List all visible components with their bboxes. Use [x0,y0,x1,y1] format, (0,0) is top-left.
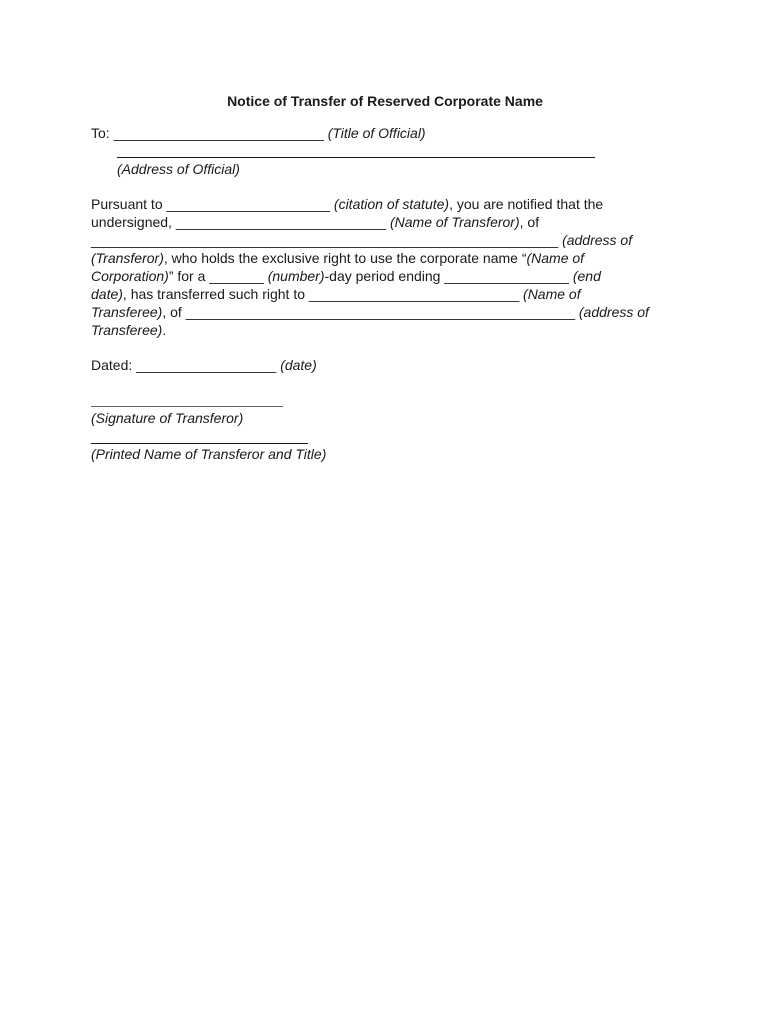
transferor-address-blank: ____________________________________________________________ [91,232,559,248]
to-blank: ___________________________ [113,125,324,141]
dated-label: Dated: [91,357,133,373]
corporation-name-hint: (Name of [526,250,585,266]
p1-l4-a: (Transferor) [91,250,164,266]
transferee-name-blank: ___________________________ [308,286,520,302]
end-date-hint: (end [572,268,601,284]
p1-l1-a: Pursuant to [91,196,163,212]
paragraph-line-1 [91,195,603,213]
end-date-blank: ________________ [444,268,569,284]
p1-l2-b: , of [519,214,540,230]
paragraph-line-6 [91,285,581,303]
p1-l6-a: date) [91,286,123,302]
transferor-address-hint: (address of [562,232,633,248]
signature-hint: (Signature of Transferor) [91,410,244,426]
paragraph-line-2 [91,213,539,231]
p1-l7-b: , of [162,304,182,320]
p1-l5-a: Corporation) [91,268,169,284]
p1-l5-b: ” for a [168,268,206,284]
paragraph-line-7 [91,303,649,321]
signature-line [91,409,243,427]
transferee-name-hint: (Name of [523,286,581,302]
transferee-address-hint: (address of [578,304,649,320]
p1-l8-a: Transferee) [91,322,163,338]
printed-name-line [91,445,326,463]
number-blank: _______ [209,268,264,284]
address-of-official-line [117,160,240,178]
printed-name-rule [91,443,308,444]
p1-l7-a: Transferee) [91,304,163,320]
statute-blank: _____________________ [166,196,331,212]
p1-l5-c: -day period ending [324,268,441,284]
citation-hint: (citation of statute) [333,196,450,212]
p1-l2-a: undersigned, [91,214,172,230]
p1-l4-b: , who holds the exclusive right to use the corporate name “ [163,250,527,266]
document-title: Notice of Transfer of Reserved Corporate Name [227,93,543,109]
printed-name-hint: (Printed Name of Transferor and Title) [91,446,327,462]
transferee-address-blank: __________________________________________________ [185,304,575,320]
to-label: To: [91,125,110,141]
transferor-name-hint: (Name of Transferor) [389,214,520,230]
paragraph-line-4 [91,249,584,267]
dated-line [91,356,317,374]
address-of-official-rule [117,157,595,158]
title-of-official-hint: (Title of Official) [327,125,426,141]
to-line [91,124,426,142]
date-blank: __________________ [136,357,277,373]
paragraph-line-3 [91,231,632,249]
p1-l1-b: , you are notified that the [449,196,604,212]
p1-l6-b: , has transferred such right to [122,286,306,302]
date-hint: (date) [280,357,317,373]
number-hint: (number) [267,268,325,284]
address-of-official-hint: (Address of Official) [117,161,240,177]
paragraph-line-8 [91,321,166,339]
paragraph-line-5 [91,267,601,285]
p1-l8-b: . [162,322,167,338]
signature-rule [91,406,283,407]
transferor-name-blank: ___________________________ [175,214,387,230]
